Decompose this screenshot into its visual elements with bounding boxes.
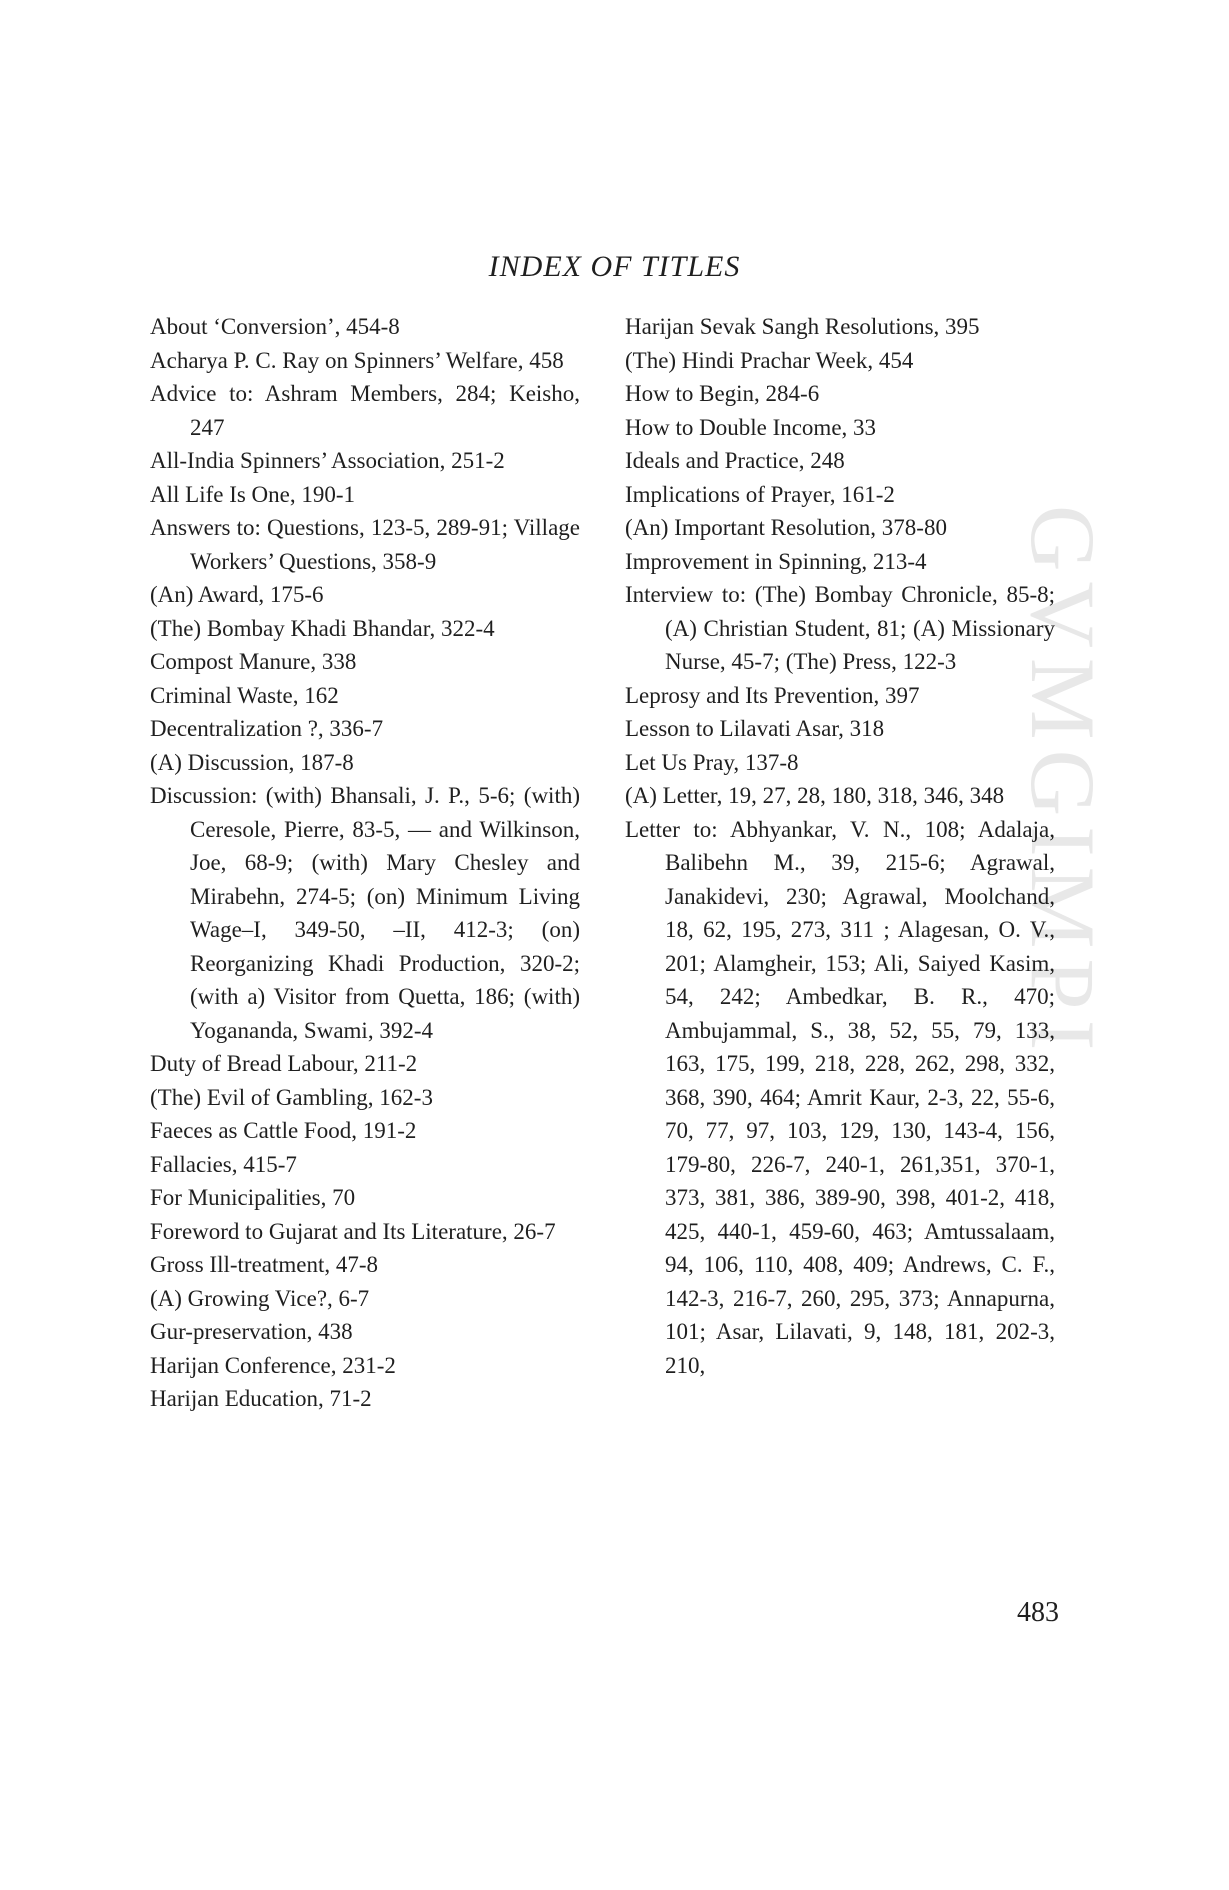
index-entry: Decentralization ?, 336-7: [150, 716, 384, 741]
index-entry: (An) Important Resolution, 378-80: [625, 515, 947, 540]
index-entry: Duty of Bread Labour, 211-2: [150, 1051, 418, 1076]
right-index-column: [625, 310, 1055, 1382]
index-entry: Advice to: Ashram Members, 284; Keisho, 247: [150, 381, 580, 440]
index-entry: (The) Bombay Khadi Bhandar, 322-4: [150, 615, 495, 641]
index-entry: Foreword to Gujarat and Its Literature, 26-7: [150, 1218, 556, 1244]
index-entry: (An) Award, 175-6: [150, 582, 324, 607]
index-entry: (A) Letter, 19, 27, 28, 180, 318, 346, 348: [625, 783, 1005, 808]
index-entry: Gur-preservation, 438: [150, 1319, 353, 1344]
index-entry: Let Us Pray, 137-8: [625, 749, 799, 775]
index-entry: All-India Spinners’ Association, 251-2: [150, 448, 505, 473]
index-entry: Leprosy and Its Prevention, 397: [625, 682, 920, 708]
index-entry: Lesson to Lilavati Asar, 318: [625, 716, 885, 741]
index-entry: About ‘Conversion’, 454-8: [150, 314, 400, 339]
index-entry: Fallacies, 415-7: [150, 1151, 297, 1177]
index-entry: How to Begin, 284-6: [625, 381, 820, 406]
index-entry: Gross Ill-treatment, 47-8: [150, 1252, 379, 1277]
index-entry: All Life Is One, 190-1: [150, 481, 356, 507]
watermark: GVMGIMPI: [1012, 505, 1114, 1061]
index-entry: For Municipalities, 70: [150, 1185, 356, 1210]
index-entry: Implications of Prayer, 161-2: [625, 481, 895, 507]
index-entry: Criminal Waste, 162: [150, 682, 339, 708]
index-entry: Answers to: Questions, 123-5, 289-91; Village Workers’ Questions, 358-9: [150, 515, 580, 574]
index-entry: Harijan Conference, 231-2: [150, 1352, 396, 1378]
left-index-column: [150, 310, 580, 1416]
index-entry: (The) Evil of Gambling, 162-3: [150, 1084, 433, 1110]
index-entry: (The) Hindi Prachar Week, 454: [625, 347, 914, 373]
index-entry: Letter to: Abhyankar, V. N., 108; Adalaja, Balibehn M., 39, 215-6; Agrawal, Janakidevi, 230; Agrawal, Moolchand, 18, 62, 195, 273, 311 ; Alagesan, O. V., 201; Alamgheir, 153; Ali, Saiyed Kasim, 54, 242; Ambedkar, B. R., 470; Ambujammal, S., 38, 52, 55, 79, 133, 163, 175, 199, 218, 228, 262, 298, 332, 368, 390, 464; Amrit Kaur, 2-3, 22, 55-6, 70, 77, 97, 103, 129, 130, 143-4, 156, 179-80, 226-7, 240-1, 261,351, 370-1, 373, 381, 386, 389-90, 398, 401-2, 418, 425, 440-1, 459-60, 463; Amtussalaam, 94, 106, 110, 408, 409; Andrews, C. F., 142-3, 216-7, 260, 295, 373; Annapurna, 101; Asar, Lilavati, 9, 148, 181, 202-3, 210,: [625, 816, 1055, 1378]
index-entry: How to Double Income, 33: [625, 414, 877, 440]
index-entry: Harijan Education, 71-2: [150, 1386, 372, 1411]
index-entry: Interview to: (The) Bombay Chronicle, 85-8; (A) Christian Student, 81; (A) Missionary Nurse, 45-7; (The) Press, 122-3: [625, 582, 1055, 674]
index-entry: Discussion: (with) Bhansali, J. P., 5-6; (with) Ceresole, Pierre, 83-5, — and Wilkinson, Joe, 68-9; (with) Mary Chesley and Mirabehn, 274-5; (on) Minimum Living Wage–I, 349-50, –II, 412-3; (on) Reorganizing Khadi Production, 320-2; (with a) Visitor from Quetta, 186; (with) Yogananda, Swami, 392-4: [150, 783, 580, 1043]
index-entry: Improvement in Spinning, 213-4: [625, 548, 927, 574]
index-entry: Harijan Sevak Sangh Resolutions, 395: [625, 314, 980, 339]
index-entry: (A) Discussion, 187-8: [150, 749, 354, 775]
index-entry: (A) Growing Vice?, 6-7: [150, 1285, 370, 1311]
index-entry: Ideals and Practice, 248: [625, 448, 845, 473]
page-number: 483: [1017, 1597, 1059, 1628]
index-entry: Acharya P. C. Ray on Spinners’ Welfare, 458: [150, 347, 564, 373]
index-entry: Faeces as Cattle Food, 191-2: [150, 1118, 417, 1143]
index-entry: Compost Manure, 338: [150, 649, 357, 674]
page-title: INDEX OF TITLES: [488, 250, 741, 283]
